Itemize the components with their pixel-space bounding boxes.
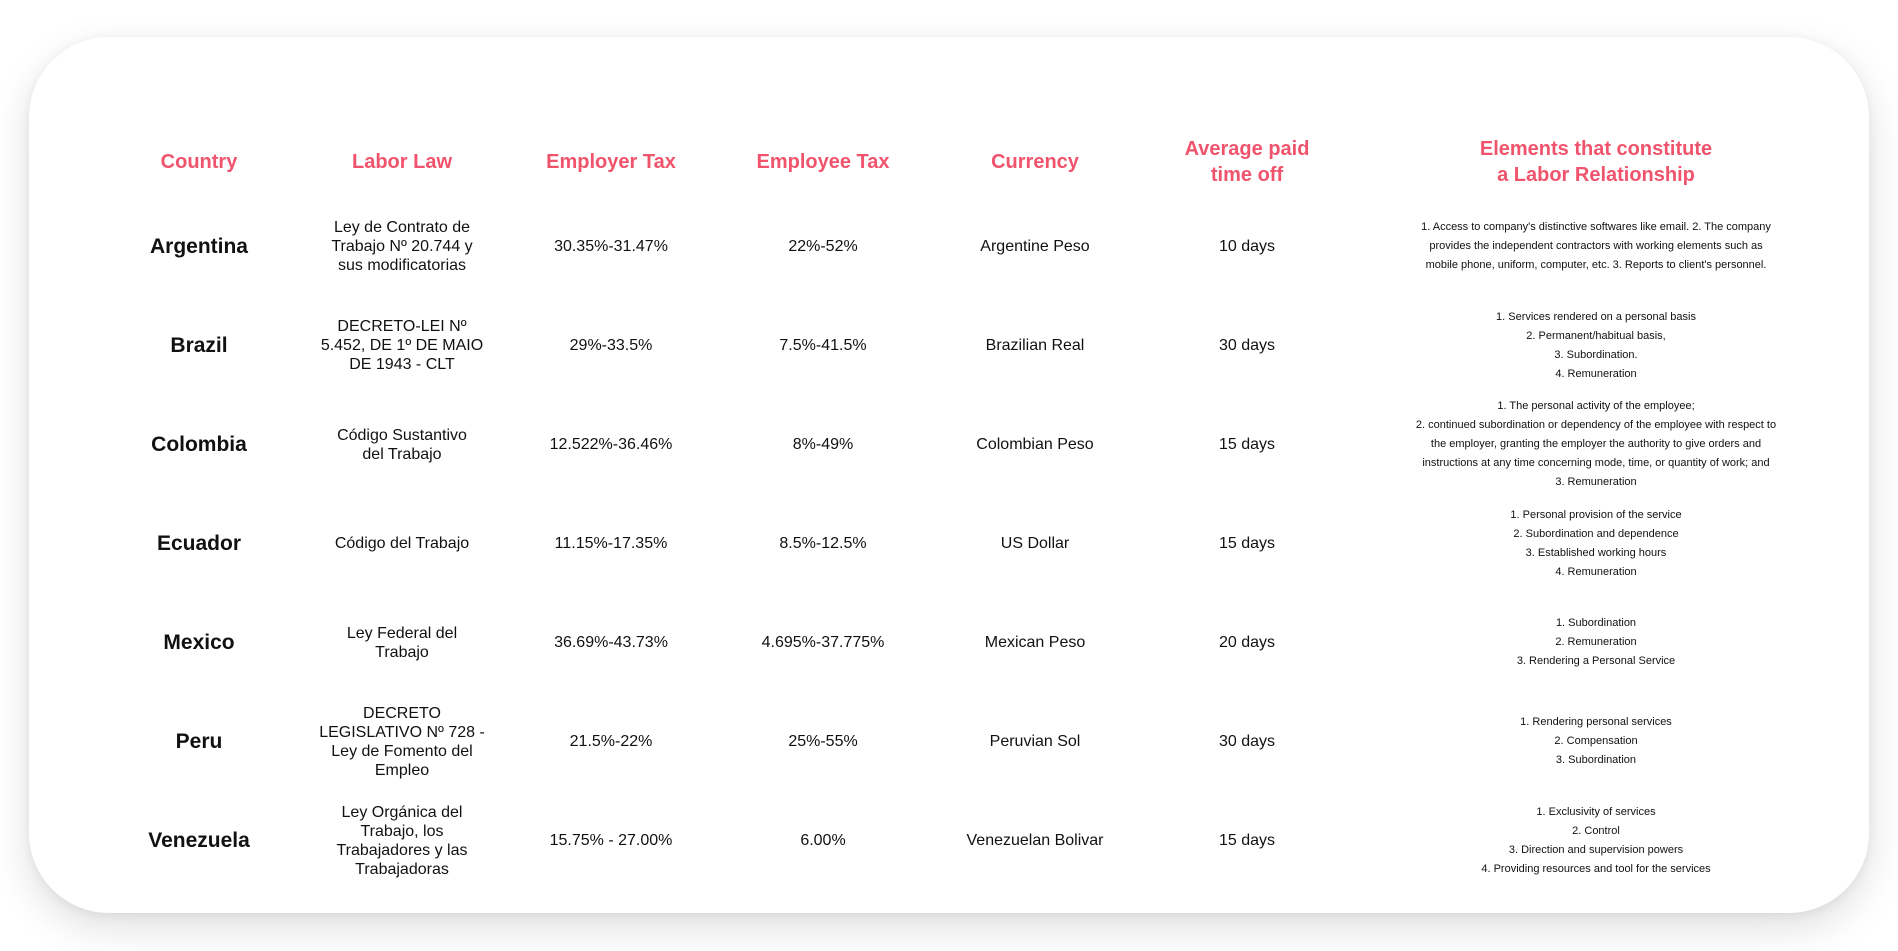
employee-tax: 25%-55% — [788, 733, 858, 750]
element-line: 3. Subordination — [1555, 754, 1637, 766]
labor-law — [299, 395, 505, 494]
labor-law-line: Código Sustantivo — [337, 426, 467, 444]
header-labor-law: Labor Law — [351, 151, 452, 173]
element-line: the employer, granting the employer the authority to give orders and — [1430, 438, 1762, 450]
element-line: 1. Access to company's distinctive softwares like email. 2. The company — [1421, 221, 1771, 233]
element-line: 2. Permanent/habitual basis, — [1526, 329, 1666, 342]
country-name: Peru — [175, 729, 223, 753]
currency: Mexican Peso — [984, 634, 1086, 651]
employer-tax: 29%-33.5% — [569, 337, 653, 354]
labor-law-line: Empleo — [374, 761, 430, 779]
labor-law-line: Código del Trabajo — [334, 535, 470, 552]
employee-tax: 8.5%-12.5% — [779, 535, 867, 552]
header-paid-time-off — [1141, 127, 1353, 197]
labor-law-line: del Trabajo — [362, 445, 442, 463]
paid-time-off: 30 days — [1218, 733, 1276, 750]
employer-tax: 30.35%-31.47% — [554, 238, 668, 255]
header-country: Country — [160, 151, 238, 173]
paid-time-off: 10 days — [1218, 238, 1276, 255]
element-line: 2. Subordination and dependence — [1513, 527, 1679, 540]
labor-relationship-elements — [1353, 395, 1839, 494]
labor-law-line: Trabajo, los — [360, 822, 444, 840]
country-name: Ecuador — [156, 531, 242, 555]
paid-time-off: 15 days — [1218, 436, 1276, 453]
paid-time-off: 20 days — [1218, 634, 1276, 651]
labor-law — [299, 197, 505, 296]
labor-law-line: sus modificatorias — [337, 257, 467, 274]
labor-law — [299, 692, 505, 791]
element-line: provides the independent contractors with working elements such as — [1429, 240, 1763, 252]
labor-law — [299, 593, 505, 692]
employee-tax: 8%-49% — [792, 436, 854, 453]
currency: Peruvian Sol — [989, 733, 1081, 750]
employer-tax: 11.15%-17.35% — [554, 535, 668, 552]
labor-law-line: Ley Federal del — [346, 624, 458, 642]
currency: US Dollar — [1000, 535, 1070, 552]
labor-relationship-elements — [1353, 296, 1839, 395]
paid-time-off: 15 days — [1218, 832, 1276, 849]
currency: Venezuelan Bolivar — [966, 832, 1104, 849]
labor-relationship-elements — [1353, 494, 1839, 593]
employee-tax: 7.5%-41.5% — [779, 337, 867, 354]
labor-law-line: DE 1943 - CLT — [349, 356, 455, 373]
country-name: Mexico — [163, 630, 235, 654]
paid-time-off: 30 days — [1218, 337, 1276, 354]
employee-tax: 22%-52% — [788, 238, 858, 255]
element-line: 2. Control — [1572, 824, 1620, 837]
element-line: mobile phone, uniform, computer, etc. 3. Reports to client's personnel. — [1425, 259, 1767, 271]
element-line: 1. Exclusivity of services — [1536, 805, 1656, 818]
element-line: 4. Providing resources and tool for the services — [1481, 862, 1711, 875]
labor-relationship-elements — [1353, 197, 1839, 296]
labor-law-line: Trabajo Nº 20.744 y — [331, 238, 473, 255]
labor-law-line: DECRETO — [363, 704, 441, 722]
element-line: 2. continued subordination or dependency of the employee with respect to — [1415, 419, 1777, 431]
element-line: 4. Remuneration — [1555, 565, 1637, 578]
header-currency: Currency — [991, 151, 1079, 173]
employer-tax: 36.69%-43.73% — [554, 634, 668, 651]
element-line: 3. Direction and supervision powers — [1508, 843, 1684, 856]
country-name: Venezuela — [148, 828, 250, 852]
header-paid-time-off-line: time off — [1210, 164, 1284, 186]
paid-time-off: 15 days — [1218, 535, 1276, 552]
header-elements-line: a Labor Relationship — [1497, 164, 1695, 186]
element-line: 1. The personal activity of the employee; — [1497, 400, 1695, 412]
labor-comparison-table — [99, 127, 1839, 890]
element-line: 3. Established working hours — [1525, 546, 1667, 559]
labor-law-line: Ley Orgánica del — [341, 803, 463, 821]
element-line: 2. Compensation — [1554, 735, 1638, 747]
header-elements — [1353, 127, 1839, 197]
element-line: 3. Remuneration — [1555, 476, 1637, 488]
employee-tax: 4.695%-37.775% — [761, 634, 885, 651]
header-paid-time-off-line: Average paid — [1184, 138, 1310, 160]
element-line: 3. Rendering a Personal Service — [1516, 655, 1676, 667]
element-line: instructions at any time concerning mode, time, or quantity of work; and — [1422, 457, 1770, 469]
element-line: 3. Subordination. — [1554, 348, 1638, 361]
labor-law-line: DECRETO-LEI Nº — [337, 318, 467, 335]
labor-law-line: Trabajadores y las — [336, 841, 468, 859]
employer-tax: 21.5%-22% — [569, 733, 653, 750]
element-line: 1. Services rendered on a personal basis — [1496, 310, 1696, 323]
country-name: Colombia — [151, 432, 247, 456]
header-employer-tax: Employer Tax — [546, 151, 676, 173]
employer-tax: 12.522%-36.46% — [549, 436, 673, 453]
labor-law-line: LEGISLATIVO Nº 728 - — [319, 723, 485, 741]
labor-law — [299, 296, 505, 395]
header-elements-line: Elements that constitute — [1479, 138, 1713, 160]
labor-law — [299, 791, 505, 890]
labor-law — [299, 494, 505, 593]
employer-tax: 15.75% - 27.00% — [549, 832, 673, 849]
labor-relationship-elements — [1353, 692, 1839, 791]
element-line: 1. Subordination — [1555, 617, 1637, 629]
labor-relationship-elements — [1353, 593, 1839, 692]
labor-law-line: Trabajo — [375, 643, 429, 661]
labor-law-line: Ley de Contrato de — [333, 219, 471, 236]
header-employee-tax: Employee Tax — [756, 151, 890, 173]
country-name: Argentina — [149, 234, 248, 258]
currency: Colombian Peso — [976, 436, 1094, 453]
labor-relationship-elements — [1353, 791, 1839, 890]
element-line: 4. Remuneration — [1555, 367, 1637, 380]
comparison-card — [29, 37, 1869, 913]
country-name: Brazil — [170, 333, 228, 357]
currency: Argentine Peso — [980, 238, 1090, 255]
labor-law-line: Trabajadoras — [355, 860, 449, 878]
employee-tax: 6.00% — [800, 832, 846, 849]
element-line: 1. Personal provision of the service — [1510, 508, 1682, 521]
currency: Brazilian Real — [985, 337, 1085, 354]
element-line: 2. Remuneration — [1555, 636, 1637, 648]
element-line: 1. Rendering personal services — [1520, 716, 1672, 728]
labor-law-line: Ley de Fomento del — [331, 742, 473, 760]
labor-law-line: 5.452, DE 1º DE MAIO — [320, 337, 484, 354]
